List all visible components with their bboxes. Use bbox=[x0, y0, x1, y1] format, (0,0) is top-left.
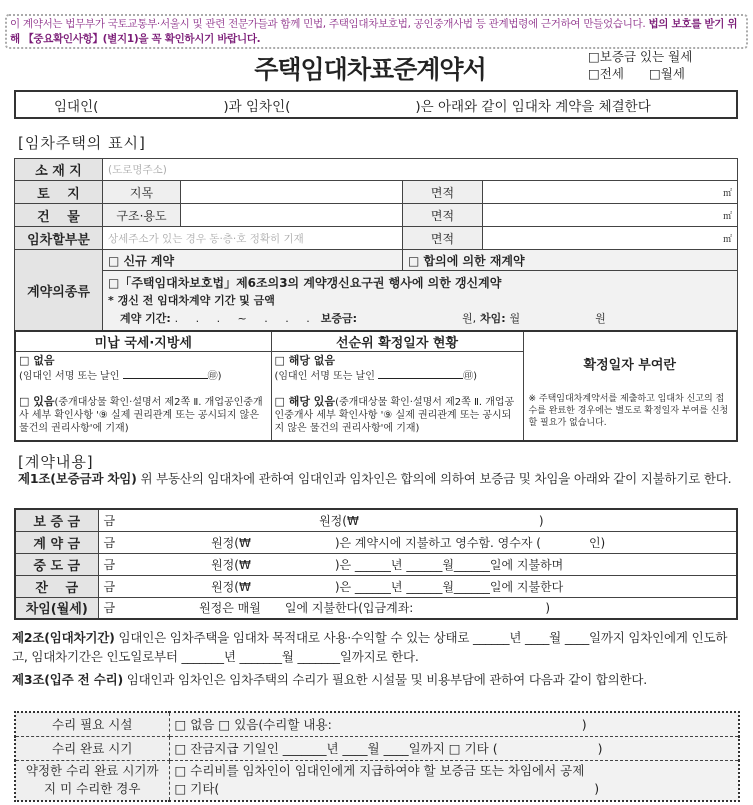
row-label: 수리 완료 시기 bbox=[15, 736, 169, 760]
table-row bbox=[15, 597, 737, 619]
building-area-label: 면적 bbox=[403, 204, 483, 227]
row-value[interactable]: □ 잔금지급 기일인 _______년 ____월 ____일까지 □ 기타 ( ) bbox=[169, 736, 739, 760]
table-row bbox=[15, 553, 737, 575]
parties-text: )은 아래와 같이 임대차 계약을 체결한다 bbox=[415, 98, 651, 115]
building-label: 건 물 bbox=[15, 204, 103, 227]
prev-rent-label: 차임: bbox=[480, 311, 506, 325]
checkbox-new-contract[interactable]: □ 신규 계약 bbox=[103, 250, 403, 271]
prev-deposit-label: 보증금: bbox=[320, 311, 358, 325]
land-label: 토 지 bbox=[15, 181, 103, 204]
article-3 bbox=[12, 670, 738, 689]
leased-part-field[interactable]: 상세주소가 있는 경우 동·층·호 정확히 기재 bbox=[103, 227, 403, 250]
land-area-field[interactable]: ㎡ bbox=[483, 181, 738, 204]
article-2 bbox=[12, 628, 738, 666]
checkbox-tax-none[interactable]: □ 없음 bbox=[19, 354, 55, 367]
checkbox-renewal[interactable]: □「주택임대차보호법」제6조의3의 계약갱신요구권 행사에 의한 갱신계약 bbox=[108, 275, 502, 290]
row-label: 수리 필요 시설 bbox=[15, 712, 169, 736]
article-2-title: 제2조(임대차기간) bbox=[12, 630, 115, 645]
checkbox-monthly[interactable]: □월세 bbox=[648, 66, 685, 81]
row-label: 중 도 금 bbox=[15, 553, 98, 575]
renewal-note: * 갱신 전 임대차계약 기간 및 금액 bbox=[108, 293, 275, 307]
lessor-label: 임대인( bbox=[54, 98, 99, 115]
table-row bbox=[15, 531, 737, 553]
article-1-text: 위 부동산의 임대차에 관하여 임대인과 임차인은 합의에 의하여 보증금 및 차임을 아래와 같이 지불하기로 한다. bbox=[140, 471, 732, 486]
table-row bbox=[15, 575, 737, 597]
land-category-field[interactable] bbox=[181, 181, 403, 204]
option-other[interactable]: □ 기타( ) bbox=[174, 781, 600, 797]
table-row bbox=[15, 736, 739, 760]
land-area-label: 면적 bbox=[403, 181, 483, 204]
row-label: 차임(월세) bbox=[15, 597, 98, 619]
option-deduct[interactable]: □ 수리비를 임차인이 임대인에게 지급하여야 할 보증금 또는 차임에서 공제 bbox=[174, 763, 585, 779]
building-structure-label: 구조·용도 bbox=[103, 204, 181, 227]
checkbox-priority-none[interactable]: □ 해당 없음 bbox=[274, 354, 336, 367]
row-value[interactable]: 금 원정(₩ ) bbox=[98, 509, 737, 531]
table-row bbox=[15, 712, 739, 736]
page-title: 주택임대차표준계약서 bbox=[254, 55, 486, 84]
row-label: 보 증 금 bbox=[15, 509, 98, 531]
status-table bbox=[14, 330, 738, 442]
row-value[interactable]: 금 원정은 매월 일에 지불한다(입금계좌: ) bbox=[98, 597, 737, 619]
article-1-title: 제1조(보증금과 차임) bbox=[18, 471, 137, 486]
article-3-text: 임대인과 임차인은 임차주택의 수리가 필요한 시설물 및 비용부담에 관하여 다음과 같이 합의한다. bbox=[126, 672, 648, 687]
notice-text: 이 계약서는 법무부가 국토교통부·서울시 및 관련 전문가들과 함께 민법, 주택임대차보호법, 공인중개사법 등 관계법령에 근거하여 만들었습니다. bbox=[10, 18, 646, 30]
won-unit: 원, bbox=[462, 311, 477, 325]
checkbox-renegotiate[interactable]: □ 합의에 의한 재계약 bbox=[403, 250, 738, 271]
sign-label: (임대인 서명 또는 날인 bbox=[19, 371, 120, 382]
article-3-title: 제3조(입주 전 수리) bbox=[12, 672, 123, 687]
row-value[interactable]: 금 원정(₩ )은 ______년 ______월______일에 지불하며 bbox=[98, 553, 737, 575]
contract-kind-label: 계약의종류 bbox=[15, 250, 103, 331]
sign-label: (임대인 서명 또는 날인 bbox=[274, 371, 375, 382]
checkbox-monthly-deposit[interactable]: □보증금 있는 월세 bbox=[588, 49, 693, 64]
tax-header: 미납 국세·지방세 bbox=[15, 331, 271, 352]
location-field[interactable]: (도로명주소) bbox=[103, 159, 738, 181]
row-label: 계 약 금 bbox=[15, 531, 98, 553]
notice-bold: 법의 보호를 받기 위해 【중요확인사항】(별지1)을 꼭 확인하시기 바랍니다. bbox=[10, 18, 738, 45]
building-structure-field[interactable] bbox=[181, 204, 403, 227]
row-value[interactable]: 금 원정(₩ )은 계약시에 지불하고 영수함. 영수자 ( 인) bbox=[98, 531, 737, 553]
period-field[interactable]: . . . ~ . . . bbox=[174, 311, 310, 325]
period-label: 계약 기간: bbox=[120, 311, 171, 325]
building-area-field[interactable]: ㎡ bbox=[483, 204, 738, 227]
repair-table bbox=[14, 711, 740, 802]
land-category-label: 지목 bbox=[103, 181, 181, 204]
leased-part-label: 임차할부분 bbox=[15, 227, 103, 250]
table-row bbox=[15, 509, 737, 531]
lessee-label: )과 임차인( bbox=[223, 98, 291, 115]
priority-header: 선순위 확정일자 현황 bbox=[271, 331, 523, 352]
notice-box bbox=[5, 14, 748, 49]
date-note: ※ 주택임대차계약서를 제출하고 임대차 신고의 접수를 완료한 경우에는 별도로 확정일자 부여를 신청할 필요가 없습니다. bbox=[528, 394, 729, 428]
seal-mark: ㊞) bbox=[207, 371, 222, 382]
date-header: 확정일자 부여란 bbox=[583, 358, 676, 373]
row-value[interactable]: □ 없음 □ 있음(수리할 내용: ) bbox=[169, 712, 739, 736]
contents-heading: [계약내용] bbox=[18, 453, 94, 471]
table-row bbox=[15, 760, 739, 801]
row-label: 잔 금 bbox=[15, 575, 98, 597]
sign-field[interactable] bbox=[123, 367, 208, 379]
part-area-label: 면적 bbox=[403, 227, 483, 250]
article-1 bbox=[18, 469, 738, 488]
payment-table bbox=[14, 508, 738, 620]
checkbox-jeonse[interactable]: □전세 bbox=[588, 66, 624, 81]
seal-mark: ㊞) bbox=[463, 371, 477, 382]
property-table bbox=[14, 158, 738, 331]
article-2-text: 임대인은 임차주택을 임대차 목적대로 사용·수익할 수 있는 상태로 ______년 ____월 ____일까지 임차인에게 인도하고, 임대차기간은 인도일로부터 _______년 _______월 _______일까지로 한다. bbox=[12, 630, 728, 664]
won-unit: 원 bbox=[595, 311, 606, 325]
property-heading: [임차주택의 표시] bbox=[18, 134, 146, 152]
location-label: 소 재 지 bbox=[15, 159, 103, 181]
tax-note: (중개대상물 확인·설명서 제2쪽 Ⅱ. 개업공인중개사 세부 확인사항 '⑨ 실제 권리관계 또는 공시되지 않은 물건의 권리사항'에 기재) bbox=[19, 397, 263, 434]
part-area-field[interactable]: ㎡ bbox=[483, 227, 738, 250]
checkbox-tax-exists[interactable]: □ 있음 bbox=[19, 395, 55, 408]
parties-box bbox=[14, 90, 738, 119]
month-label: 월 bbox=[509, 311, 521, 325]
sign-field[interactable] bbox=[378, 367, 463, 379]
row-value[interactable]: 금 원정(₩ )은 ______년 ______월______일에 지불한다 bbox=[98, 575, 737, 597]
checkbox-priority-exists[interactable]: □ 해당 있음 bbox=[274, 395, 336, 408]
contract-type-options bbox=[588, 48, 692, 82]
priority-note: (중개대상물 확인·설명서 제2쪽 Ⅱ. 개업공인중개사 세부 확인사항 '⑨ 실제 권리관계 또는 공시되지 않은 물건의 권리사항'에 기재) bbox=[274, 397, 515, 434]
row-label: 약정한 수리 완료 시기까지 미 수리한 경우 bbox=[15, 760, 169, 801]
